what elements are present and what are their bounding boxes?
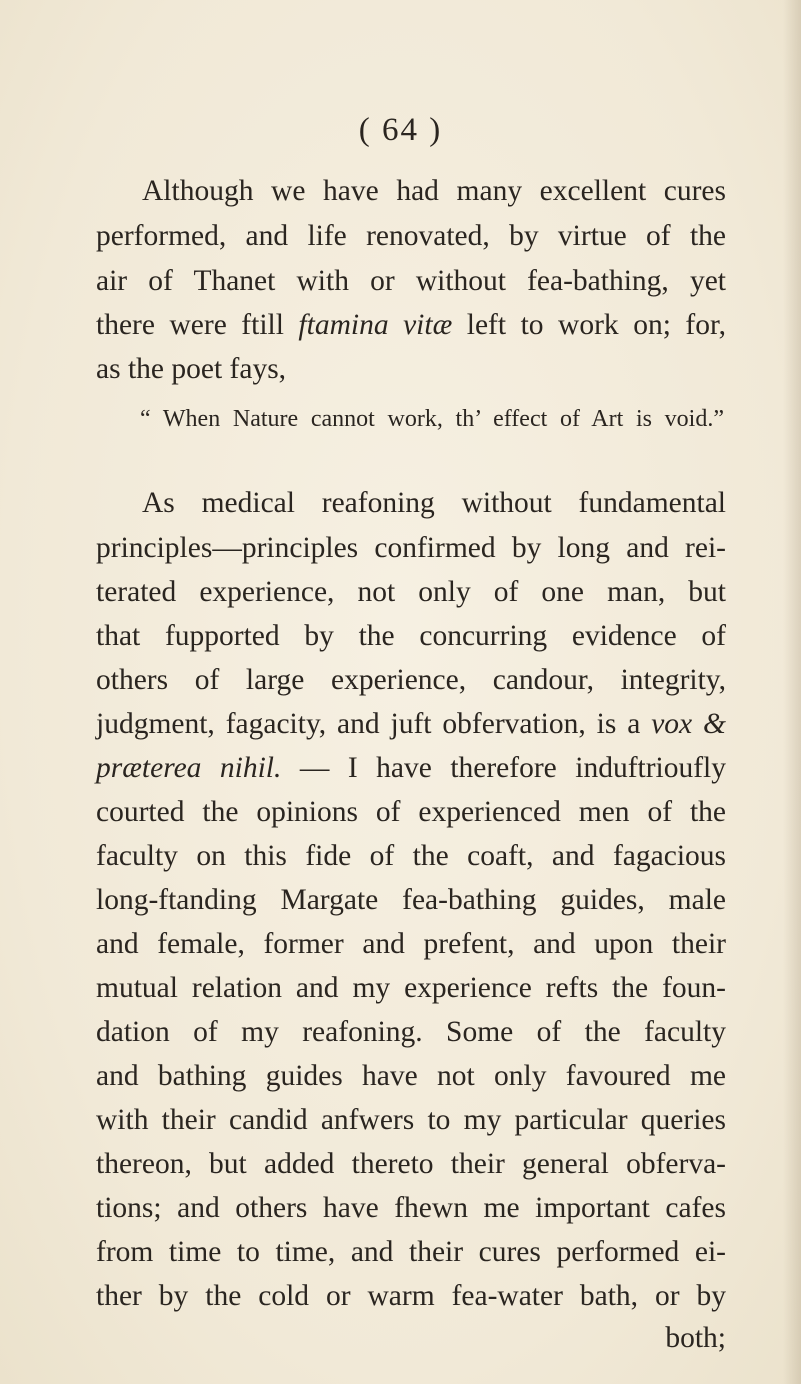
paragraph-2-line-14: and bathing guides have not only favoured me	[96, 1060, 726, 1092]
paragraph-2-line-11: and female, former and prefent, and upon their	[96, 928, 726, 960]
paragraph-2-line-8: courted the opinions of experienced men of the	[96, 796, 726, 828]
paragraph-2-line-5: others of large experience, candour, integrity,	[96, 664, 726, 696]
paragraph-2-line-7	[96, 750, 726, 787]
paragraph-2-line-16: thereon, but added thereto their general obferva-	[96, 1148, 726, 1180]
paragraph-1-line-1: Although we have had many excellent cures	[142, 175, 726, 207]
latin-phrase-stamina-vitae: ftamina vitæ	[298, 309, 453, 341]
paragraph-2-line-19: ther by the cold or warm fea-water bath, or by	[96, 1280, 726, 1312]
paragraph-2-line-13: dation of my reafoning. Some of the faculty	[96, 1016, 726, 1048]
page-edge-shadow	[783, 0, 801, 1384]
paragraph-2-line-7-end: — I have therefore induftrioufly	[281, 752, 726, 784]
paragraph-1-line-5: as the poet fays,	[96, 353, 287, 385]
latin-phrase-vox-et: vox &	[651, 708, 726, 740]
paragraph-1-line-2: performed, and life renovated, by virtue of the	[96, 220, 726, 252]
paragraph-1-line-4	[96, 307, 726, 344]
paragraph-2-line-2: principles—principles confirmed by long and rei-	[96, 532, 726, 564]
latin-phrase-praeterea-nihil: præterea nihil.	[96, 752, 282, 784]
paragraph-1-line-4-end: left to work on; for,	[452, 309, 726, 341]
paragraph-2-line-10: long-ftanding Margate fea-bathing guides, male	[96, 884, 726, 916]
paragraph-2-line-3: terated experience, not only of one man, but	[96, 576, 726, 608]
paragraph-2-line-20: both;	[665, 1322, 726, 1354]
paragraph-2-line-6-start: judgment, fagacity, and juft obfervation, is a	[96, 708, 652, 740]
paragraph-2-line-6	[96, 706, 726, 743]
paragraph-2-line-17: tions; and others have fhewn me important cafes	[96, 1192, 726, 1224]
paragraph-2-line-12: mutual relation and my experience refts the foun-	[96, 972, 726, 1004]
paragraph-2-line-1: As medical reafoning without fundamental	[142, 487, 726, 519]
poet-quotation: “ When Nature cannot work, th’ effect of Art is void.”	[140, 406, 724, 432]
paragraph-1-line-4-start: there were ftill	[96, 309, 299, 341]
paragraph-2-line-4: that fupported by the concurring evidence of	[96, 620, 726, 652]
paragraph-1-line-3: air of Thanet with or without fea-bathing, yet	[96, 265, 726, 297]
page-number: ( 64 )	[358, 112, 443, 148]
paragraph-2-line-18: from time to time, and their cures performed ei-	[96, 1236, 726, 1268]
paragraph-2-line-15: with their candid anfwers to my particular queries	[96, 1104, 726, 1136]
paragraph-2-line-9: faculty on this fide of the coaft, and fagacious	[96, 840, 726, 872]
